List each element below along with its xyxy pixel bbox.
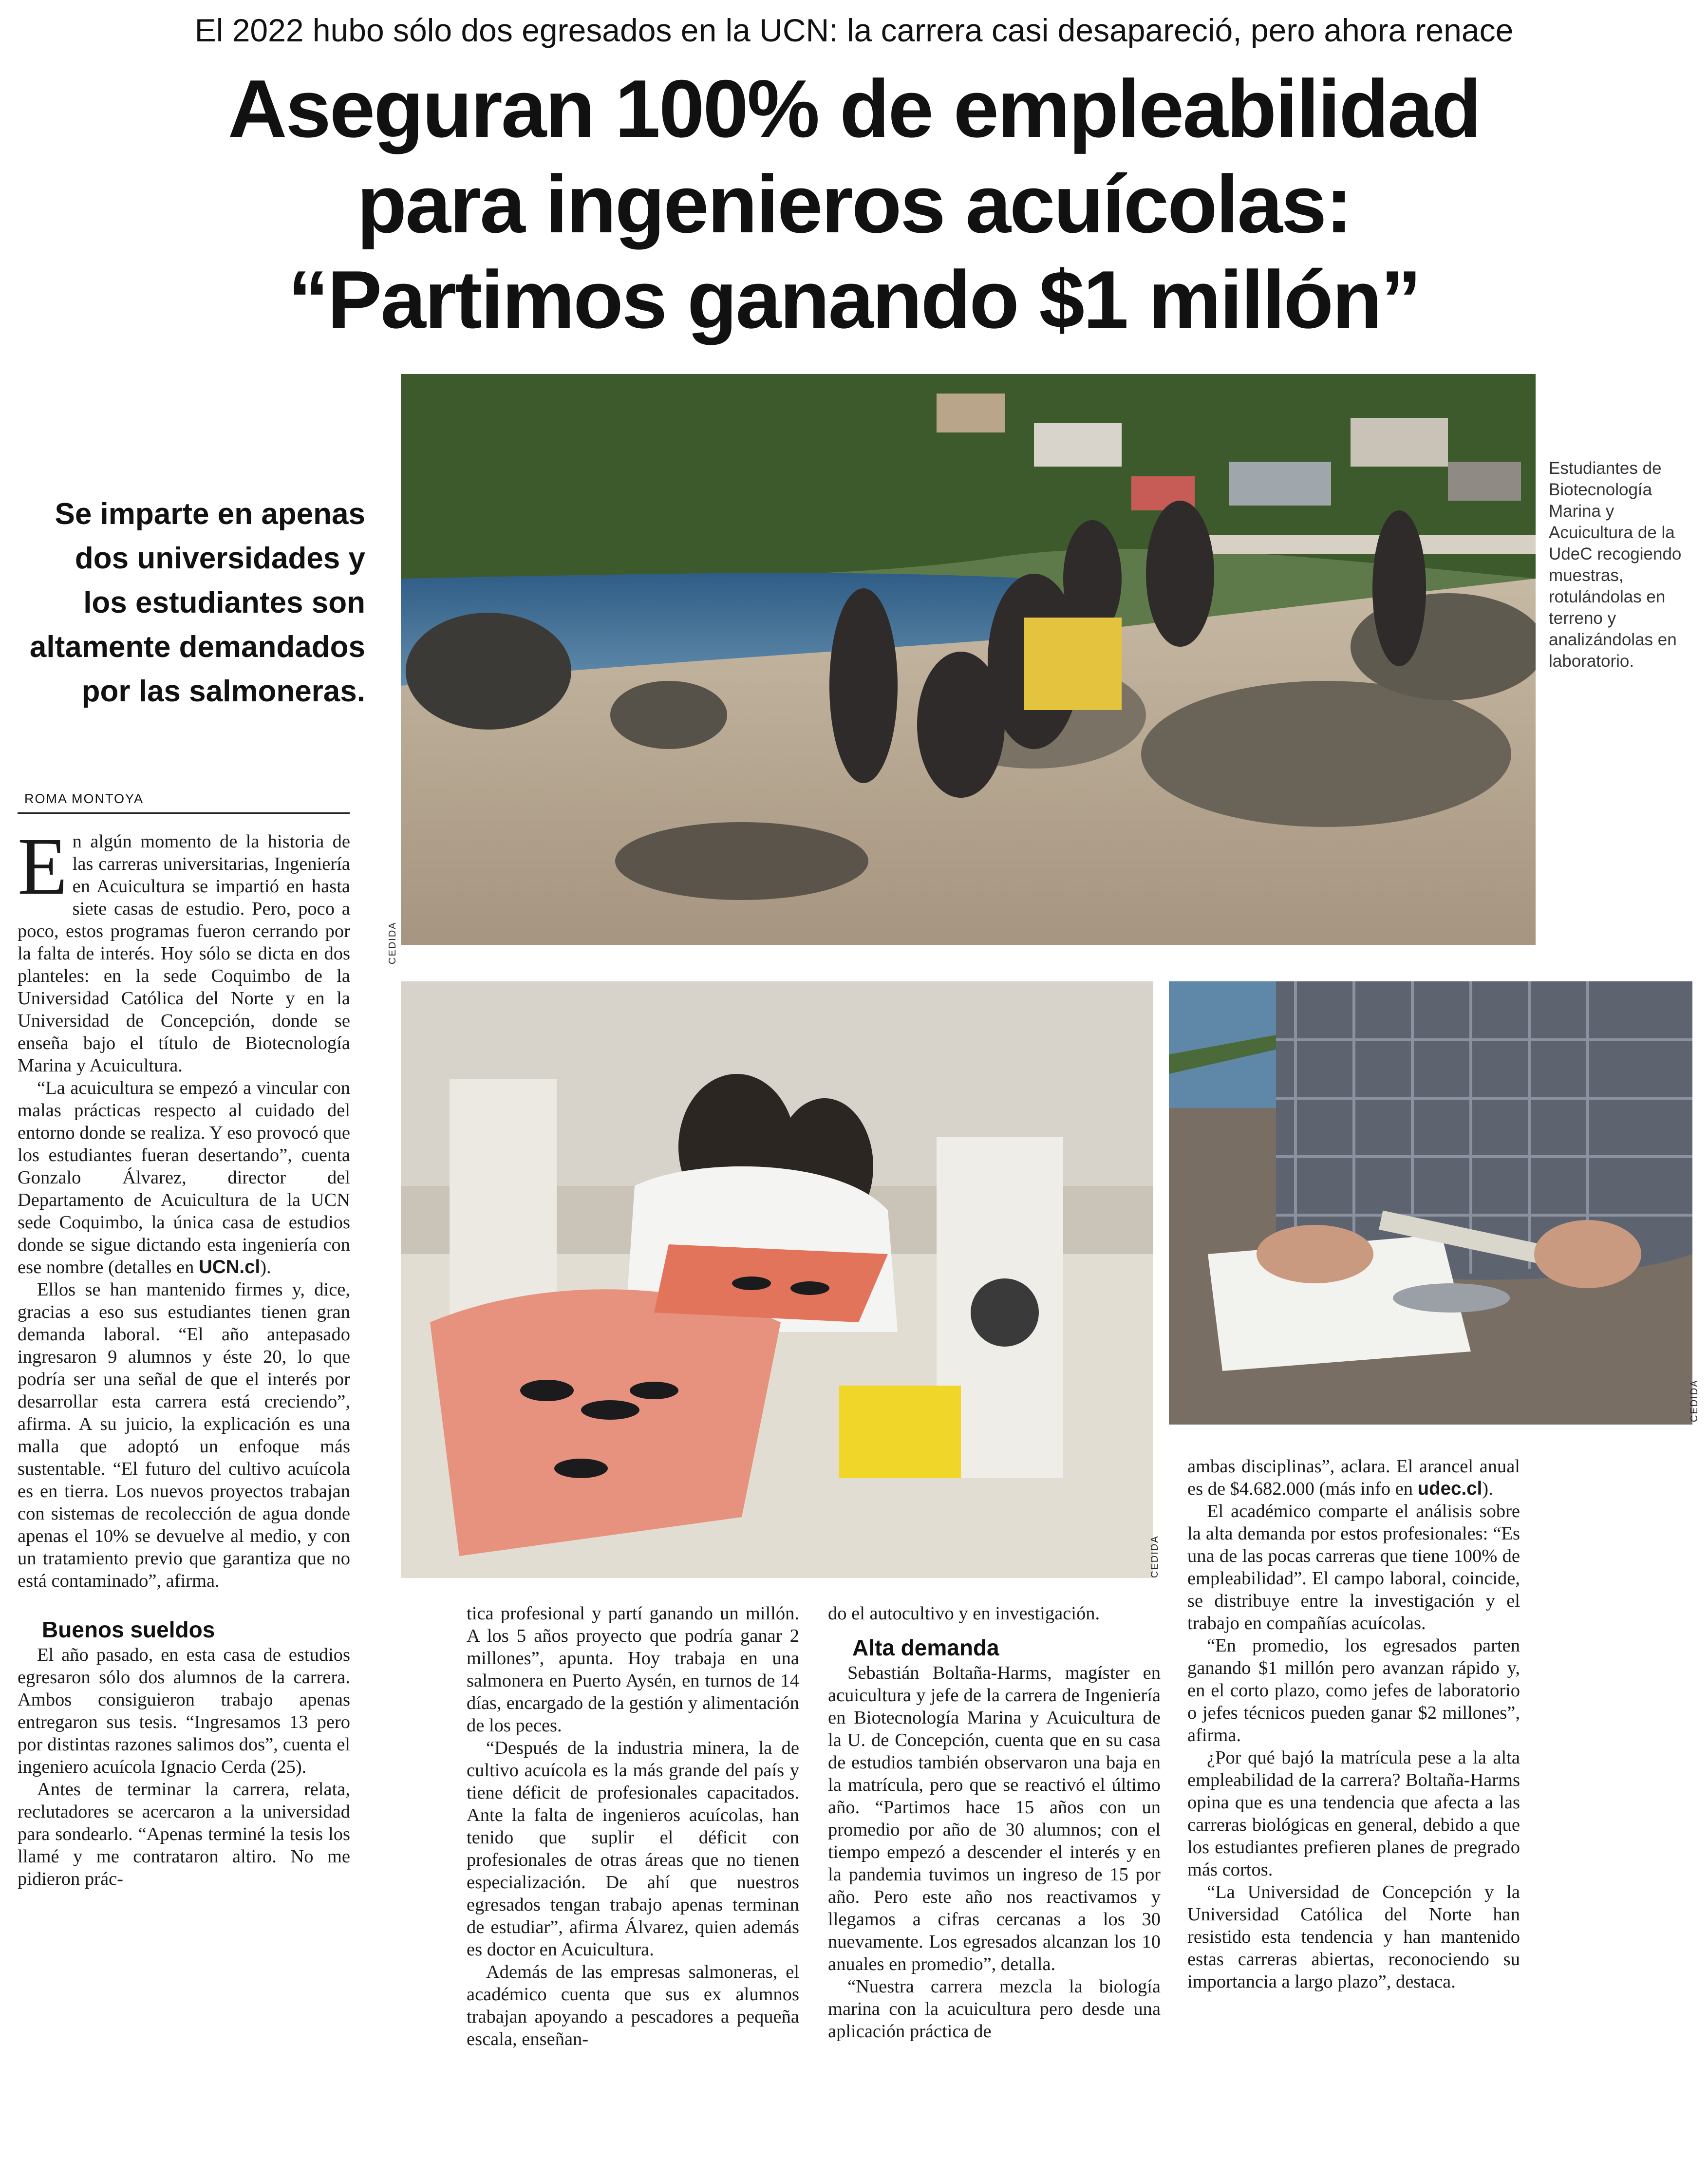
- photo-credit: CEDIDA: [1689, 1379, 1700, 1422]
- deck-line: Se imparte en apenas: [55, 497, 365, 531]
- deck: [10, 492, 365, 713]
- paragraph: Sebastián Boltaña-Harms, magíster en acuicultura y jefe de la carrera de Ingeniería en Biotecnología Marina y Acuicultura de la U. de Concepción, cuenta que en su casa de estudios también observaron una baja en la matrícula, pero que se reactivó el último año. “Partimos hace 15 años con un promedio por año de 30 alumnos; con el tiempo empezó a descender el interés y en la pandemia tuvimos un ingreso de 15 por año. Pero este año nos reactivamos y llegamos a cifras cercanas a los 30 nuevamente. Los egresados alcanzan los 10 anuales en promedio”, detalla.: [828, 1663, 1161, 1974]
- headline-line: “Partimos ganando $1 millón”: [288, 254, 1420, 345]
- paragraph: “La acuicultura se empezó a vincular con malas prácticas respecto al cuidado del entorno donde se realiza. Y eso provocó que los estudiantes fueran desertando”, cuenta Gonzalo Álvarez, director del Departamento de Acuicultura de la UCN sede Coquimbo, la única casa de estudios donde se sigue dictando esta ingeniería con ese nombre (detalles en UCN.cl).: [18, 1078, 350, 1277]
- paragraph: “La Universidad de Concepción y la Universidad Católica del Norte han resistido esta tendencia y han mantenido estas carreras abiertas, reconociendo su importancia a largo plazo”, destaca.: [1187, 1882, 1520, 1992]
- deck-line: por las salmoneras.: [81, 675, 365, 708]
- byline: ROMA MONTOYA: [24, 791, 144, 806]
- photo-credit: CEDIDA: [387, 921, 398, 964]
- paragraph: Ellos se han mantenido firmes y, dice, gracias a eso sus estudiantes tienen gran demanda laboral. “El año antepasado ingresaron 9 alumnos y éste 20, lo que podría ser una señal de que el interés por desarrollar esta carrera está creciendo”, afirma. A su juicio, la explicación es una malla que adoptó un enfoque más sustentable. “El futuro del cultivo acuícola es en tierra. Los nuevos proyectos trabajan con sistemas de recolección de agua donde apenas el 10% se devuelve al medio, y con un tratamiento previo que garantiza que no está contaminado”, afirma.: [18, 1279, 350, 1591]
- paragraph: “Después de la industria minera, la de cultivo acuícola es la más grande del país y tiene déficit de profesionales capacitados. Ante la falta de ingenieros acuícolas, han tenido que suplir el déficit con profesionales de otras áreas que no tienen especialización. De ahí que nuestros egresados tengan trabajo apenas terminan de estudiar”, afirma Álvarez, quien además es doctor en Acuicultura.: [467, 1738, 799, 1960]
- column-4: [1187, 1455, 1520, 1993]
- column-2: [467, 1602, 799, 2050]
- kicker: El 2022 hubo sólo dos egresados en la UCN: la carrera casi desapareció, pero ahora renace: [194, 12, 1514, 48]
- paragraph: ambas disciplinas”, aclara. El arancel anual es de $4.682.000 (más info en udec.cl).: [1187, 1456, 1520, 1499]
- measuring-photo: [1169, 981, 1692, 1425]
- lab-photo: [401, 981, 1153, 1578]
- beach-photo: [401, 374, 1536, 945]
- photo-caption: Estudiantes de Biotecnología Marina y Acuicultura de la UdeC recogiendo muestras, rotulándolas en terreno y analizándolas en laboratorio.: [1549, 459, 1682, 671]
- paragraph: do el autocultivo y en investigación.: [828, 1603, 1100, 1624]
- column-3: [828, 1602, 1161, 2043]
- paragraph: “Nuestra carrera mezcla la biología marina con la acuicultura pero desde una aplicación práctica de: [828, 1976, 1161, 2042]
- headline-line: para ingenieros acuícolas:: [357, 158, 1351, 250]
- byline-rule: [18, 812, 350, 814]
- paragraph: El académico comparte el análisis sobre la alta demanda por estos profesionales: “Es una de las pocas carreras que tiene 100% de empleabilidad”. El campo laboral, coincide, se distribuye entre la investigación y el trabajo en compañías acuícolas.: [1187, 1501, 1520, 1633]
- paragraph: Antes de terminar la carrera, relata, reclutadores se acercaron a la universidad para sondearlo. “Apenas terminé la tesis los llamé y me contrataron altiro. No me pidieron prác-: [18, 1779, 350, 1889]
- paragraph: En algún momento de la historia de las carreras universitarias, Ingeniería en Acuicultura se impartió en hasta siete casas de estudio. Pero, poco a poco, estos programas fueron cerrando por la falta de interés. Hoy sólo se dicta en dos planteles: en la sede Coquimbo de la Universidad Católica del Norte y en la Universidad de Concepción, donde se enseña bajo el título de Biotecnología Marina y Acuicultura.: [18, 821, 350, 1076]
- paragraph: “En promedio, los egresados parten ganando $1 millón pero avanzan rápido y, en el corto plazo, como jefes de laboratorio o jefes técnicos pueden ganar $2 millones”, afirma.: [1187, 1635, 1520, 1745]
- ucn-link[interactable]: UCN.cl: [199, 1257, 261, 1277]
- deck-line: dos universidades y: [75, 542, 365, 575]
- deck-line: los estudiantes son: [83, 586, 365, 619]
- subheading-buenos-sueldos: Buenos sueldos: [42, 1617, 215, 1642]
- headline-line: Aseguran 100% de empleabilidad: [228, 63, 1480, 154]
- subheading-alta-demanda: Alta demanda: [852, 1635, 999, 1660]
- drop-cap: E: [18, 821, 68, 912]
- paragraph: tica profesional y partí ganando un millón. A los 5 años proyecto que podría ganar 2 millones”, apunta. Hoy trabaja en una salmonera en Puerto Aysén, en turnos de 14 días, encargado de la gestión y alimentación de los peces.: [467, 1603, 799, 1736]
- paragraph: El año pasado, en esta casa de estudios egresaron sólo dos alumnos de la carrera. Ambos consiguieron trabajo apenas entregaron sus tesis. “Ingresamos 13 pero por distintas razones salimos dos”, cuenta el ingeniero acuícola Ignacio Cerda (25).: [18, 1645, 350, 1777]
- headline: [0, 61, 1708, 347]
- photo-credit: CEDIDA: [1149, 1535, 1160, 1578]
- udec-link[interactable]: udec.cl: [1417, 1478, 1483, 1499]
- column-1: [18, 821, 350, 1890]
- deck-line: altamente demandados: [29, 630, 365, 664]
- paragraph: ¿Por qué bajó la matrícula pese a la alta empleabilidad de la carrera? Boltaña-Harms opina que es una tendencia que afecta a las carreras biológicas en general, debido a que los estudiantes prefieren planes de pregrado más cortos.: [1187, 1747, 1520, 1880]
- paragraph: Además de las empresas salmoneras, el académico cuenta que sus ex alumnos trabajan apoyando a pescadores a pequeña escala, enseñan-: [467, 1962, 799, 2049]
